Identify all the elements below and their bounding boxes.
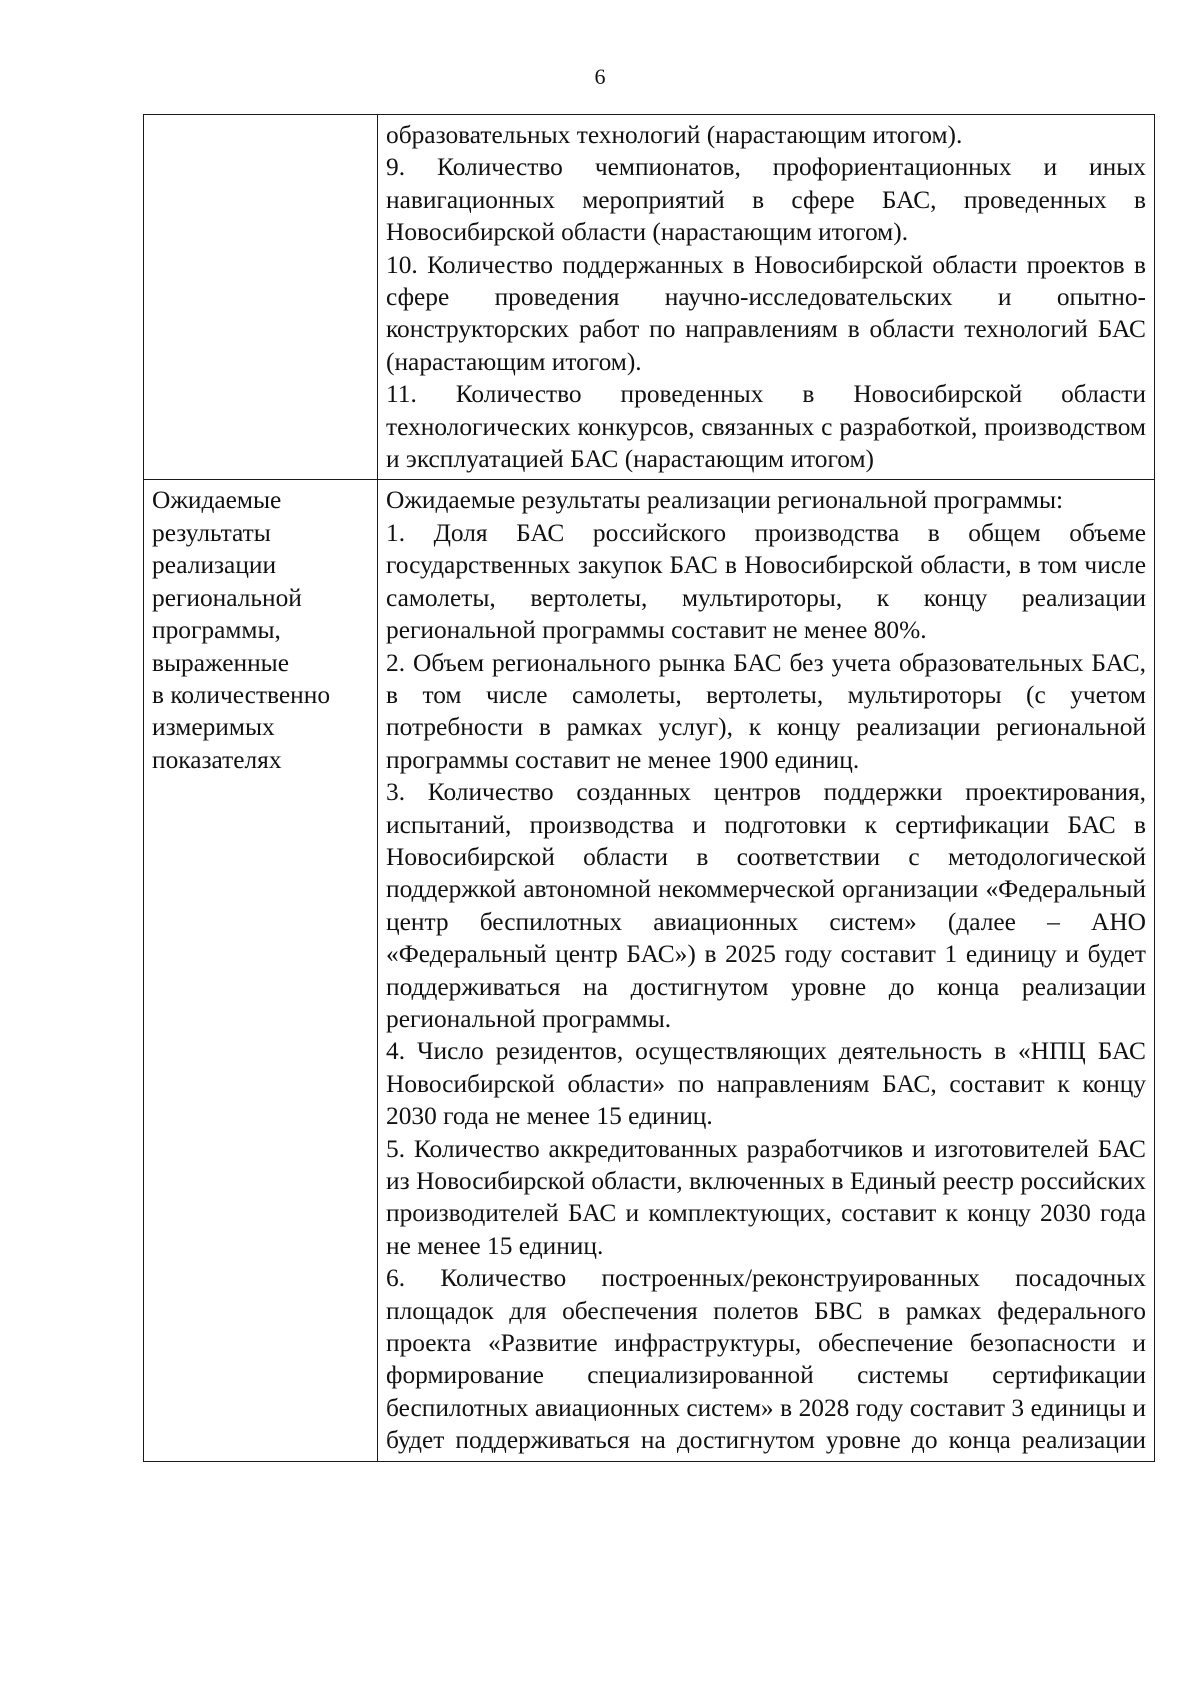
row2-paragraph: Ожидаемые результаты реализации региональной программы: xyxy=(386,486,1064,515)
row1-left-cell xyxy=(144,115,378,480)
row2-left-line: Ожидаемые xyxy=(152,486,282,515)
row2-left-line: программы, xyxy=(152,616,281,645)
row2-paragraph: 6. Количество построенных/реконструированных посадочных площадок для обеспечения полетов БВС в рамках федерального проекта «Развитие инфраструктуры, обеспечение безопасности и формирование специализированной системы сертификации беспилотных авиационных систем» в 2028 году составит 3 единицы и будет поддерживаться на достигнутом уровне до конца реализации xyxy=(386,1264,1146,1455)
row2-paragraph: 4. Число резидентов, осуществляющих деятельность в «НПЦ БАС Новосибирской области» по направлениям БАС, составит к концу 2030 года не менее 15 единиц. xyxy=(386,1037,1146,1131)
row1-paragraph: 9. Количество чемпионатов, профориентационных и иных навигационных мероприятий в сфере БАС, проведенных в Новосибирской области (нарастающим итогом). xyxy=(386,153,1146,247)
row1-paragraph: 10. Количество поддержанных в Новосибирской области проектов в сфере проведения научно-исследовательских и опытно-конструкторских работ по направлениям в области технологий БАС (нарастающим итогом). xyxy=(386,250,1146,376)
row2-left-line: измеримых xyxy=(152,713,275,742)
row1-paragraph: образовательных технологий (нарастающим итогом). xyxy=(386,121,963,149)
page-number: 6 xyxy=(594,64,606,89)
row2-left-line: реализации xyxy=(152,551,277,580)
row2-paragraph: 5. Количество аккредитованных разработчиков и изготовителей БАС из Новосибирской области, включенных в Единый реестр российских производителей БАС и комплектующих, составит к концу 2030 года не менее 15 единиц. xyxy=(386,1134,1146,1260)
row2-left-line: в количественно xyxy=(152,680,331,709)
row2-right-cell xyxy=(378,480,1155,1461)
row2-left-line: выраженные xyxy=(152,648,289,677)
table-row-indicators-continued xyxy=(144,115,1155,480)
row1-paragraph: 11. Количество проведенных в Новосибирской области технологических конкурсов, связанных с разработкой, производством и эксплуатацией БАС (нарастающим итогом) xyxy=(386,380,1146,474)
program-passport-table xyxy=(143,114,1155,1462)
row2-paragraph: 3. Количество созданных центров поддержки проектирования, испытаний, производства и подготовки к сертификации БАС в Новосибирской области в соответствии с методологической поддержкой автономной некоммерческой организации «Федеральный центр беспилотных авиационных систем» (далее – АНО «Федеральный центр БАС») в 2025 году составит 1 единицу и будет поддерживаться на достигнутом уровне до конца реализации региональной программы. xyxy=(386,778,1146,1033)
table-row-expected-results xyxy=(144,480,1155,1461)
row2-paragraph: 2. Объем регионального рынка БАС без учета образовательных БАС, в том числе самолеты, вертолеты, мультироторы (с учетом потребности в рамках услуг), к концу реализации региональной программы составит не менее 1900 единиц. xyxy=(386,648,1146,774)
row2-left-line: показателях xyxy=(152,745,282,774)
row1-right-cell xyxy=(378,115,1155,480)
row2-left-cell xyxy=(144,480,378,1461)
row2-left-line: результаты xyxy=(152,518,271,547)
row2-paragraph: 1. Доля БАС российского производства в общем объеме государственных закупок БАС в Новосибирской области, в том числе самолеты, вертолеты, мультироторы, к концу реализации региональной программы составит не менее 80%. xyxy=(386,518,1146,645)
row2-left-line: региональной xyxy=(152,583,302,612)
